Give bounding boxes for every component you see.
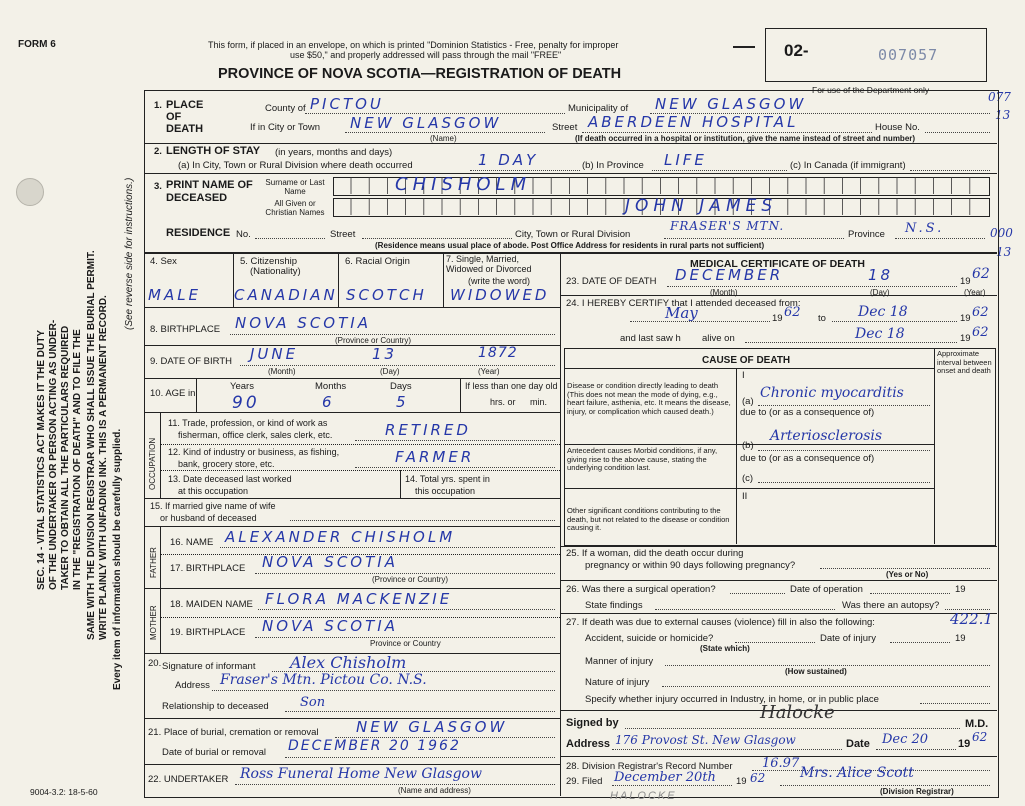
marital-label: 7. Single, Married, Widowed or Divorced <box>446 254 532 274</box>
death-year-prefix: 19 <box>960 276 971 287</box>
sign-year: 62 <box>972 730 988 744</box>
dept-code-4: 13 <box>996 245 1012 259</box>
given-label: All Given or Christian Names <box>265 199 325 217</box>
trade-label-2: fisherman, office clerk, sales clerk, etc. <box>178 430 333 440</box>
interval-heading: Approximate interval between onset and death <box>937 349 992 375</box>
sidebar-line-2: OF THE UNDERTAKER OR PERSON ACTING AS UNDER- <box>48 319 59 590</box>
alive-year: 62 <box>972 325 989 340</box>
death-day: 18 <box>868 266 894 284</box>
attended-to-label: to <box>818 313 826 324</box>
stay-a-value: 1 DAY <box>478 151 539 169</box>
signed-by-value: Halocke <box>760 702 835 723</box>
filed-year: 62 <box>750 771 766 785</box>
sign-year-prefix: 19 <box>958 738 971 750</box>
dept-code-3: 000 <box>990 226 1013 240</box>
q25-caption: (Yes or No) <box>886 570 929 579</box>
spouse-label-2: or husband of deceased <box>160 513 257 523</box>
spouse-label-1: 15. If married give name of wife <box>150 501 276 511</box>
hospital-note: (If death occurred in a hospital or institution, give the name instead of street and number) <box>575 134 916 143</box>
attended-to: Dec 18 <box>858 304 908 320</box>
last-worked-label-1: 13. Date deceased last worked <box>168 474 292 484</box>
cause-heading: CAUSE OF DEATH <box>702 355 791 366</box>
burial-date-label: Date of burial or removal <box>162 747 267 758</box>
citizenship-sub: (Nationality) <box>250 266 301 277</box>
attended-to-year: 62 <box>972 305 989 320</box>
death-date-label: 23. DATE OF DEATH <box>566 276 657 287</box>
q26-year-prefix: 19 <box>955 584 966 595</box>
physician-address-label: Address <box>566 738 611 750</box>
county-label: County of <box>265 103 306 114</box>
street-value: ABERDEEN HOSPITAL <box>588 113 799 131</box>
informant-address: Fraser's Mtn. Pictou Co. N.S. <box>220 672 427 688</box>
attended-from-year: 62 <box>784 305 801 320</box>
registration-number-box <box>765 28 987 82</box>
months-label: Months <box>315 381 347 392</box>
days-label: Days <box>390 381 412 392</box>
county-value: PICTOU <box>310 95 384 113</box>
form-title: PROVINCE OF NOVA SCOTIA—REGISTRATION OF DEATH <box>218 66 622 82</box>
stay-num: 2. <box>154 146 162 157</box>
filed-value: December 20th <box>614 770 716 785</box>
q27-nature: Nature of injury <box>585 677 650 688</box>
residence-province-label: Province <box>848 229 885 240</box>
reg-number: 007057 <box>878 46 939 64</box>
physician-address: 176 Provost St. New Glasgow <box>615 733 796 747</box>
residence-no-label: No. <box>236 229 251 240</box>
informant-num: 20. <box>148 658 162 669</box>
alive-year-prefix: 19 <box>960 333 971 344</box>
industry-label-2: bank, grocery store, etc. <box>178 459 275 469</box>
name-caption: (Name) <box>430 134 457 143</box>
death-month-caption: (Month) <box>710 288 738 297</box>
sidebar-line-7: Every item of information should be carefully supplied. <box>112 428 123 690</box>
death-year: 62 <box>972 266 990 282</box>
city-label: If in City or Town <box>250 122 321 133</box>
undertaker-label: 22. UNDERTAKER <box>148 774 229 785</box>
undertaker-caption: (Name and address) <box>398 786 471 795</box>
racial-label: 6. Racial Origin <box>345 256 410 267</box>
antecedent-label: Antecedent causes Morbid conditions, if any, giving rise to the above cause, stating the underlying condition last. <box>567 446 718 473</box>
cause-a-value: Chronic myocarditis <box>760 385 904 401</box>
reg-prefix: 02- <box>784 41 809 60</box>
medical-heading: MEDICAL CERTIFICATE OF DEATH <box>690 258 865 270</box>
q27-accident: Accident, suicide or homicide? <box>585 633 714 644</box>
attended-label: 24. I HEREBY CERTIFY that I attended deceased from: <box>566 298 801 309</box>
q25-line-2: pregnancy or within 90 days following pregnancy? <box>585 560 796 571</box>
sidebar-line-5: SAME WITH THE DIVISION REGISTRAR WHO SHALL ISSUE THE BURIAL PERMIT. <box>86 250 97 640</box>
street-label: Street <box>552 122 578 133</box>
sidebar-line-1: SEC. 14 - VITAL STATISTICS ACT MAKES IT THE DUTY <box>36 329 47 590</box>
q26-label: 26. Was there a surgical operation? <box>566 584 716 595</box>
attended-from: May <box>665 304 698 322</box>
surname-value: CHISHOLM <box>395 174 532 195</box>
form-number: FORM 6 <box>18 39 56 50</box>
sign-date-label: Date <box>846 738 870 750</box>
stay-label: LENGTH OF STAY <box>166 145 261 157</box>
burial-place-value: NEW GLASGOW <box>356 718 508 736</box>
municipality-label: Municipality of <box>568 103 629 114</box>
filed-year-prefix: 19 <box>736 776 747 787</box>
city-value: NEW GLASGOW <box>350 114 502 132</box>
envelope-notice: This form, if placed in an envelope, on which is printed "Dominion Statistics - Free, penalty for improper <box>208 40 619 50</box>
racial-value: SCOTCH <box>346 286 427 304</box>
birthplace-value: NOVA SCOTIA <box>235 314 371 332</box>
death-month: DECEMBER <box>675 266 784 284</box>
registrar-signature: Mrs. Alice Scott <box>800 765 914 781</box>
sign-date: Dec 20 <box>882 732 929 747</box>
industry-label-1: 12. Kind of industry or business, as fishing, <box>168 447 340 457</box>
q27-manner: Manner of injury <box>585 656 654 667</box>
mother-birthplace-caption: Province or Country <box>370 639 441 648</box>
q27-code: 422.1 <box>950 610 993 628</box>
mother-birthplace-value: NOVA SCOTIA <box>262 617 398 635</box>
attended-from-year-prefix: 19 <box>772 313 783 324</box>
place-num: 1. <box>154 100 162 111</box>
informant-address-label: Address <box>175 680 210 691</box>
due-to-a: due to (or as a consequence of) <box>740 407 875 418</box>
deceased-label: PRINT NAME OF DECEASED <box>166 179 253 204</box>
age-days: 5 <box>396 393 409 411</box>
sex-label: 4. Sex <box>150 256 177 267</box>
marital-sub: (write the word) <box>468 276 531 286</box>
q27-year-prefix: 19 <box>955 633 966 644</box>
last-saw-label: and last saw h <box>620 333 681 344</box>
q25-line-1: 25. If a woman, did the death occur during <box>566 548 744 559</box>
years-label: Years <box>230 381 254 392</box>
mother-side-label: MOTHER <box>149 605 158 640</box>
maiden-label: 18. MAIDEN NAME <box>170 599 253 610</box>
cause-a-tag: (a) <box>742 396 754 407</box>
disease-label: Disease or condition directly leading to death (This does not mean the mode of dying, e.g., heart failure, asthenia, etc. It means the disease, injury, or complication which caused death.) <box>567 381 731 416</box>
dob-month: JUNE <box>250 345 299 363</box>
sidebar-line-4: IN THE "REGISTRATION OF DEATH" AND TO FILE THE <box>72 329 83 590</box>
municipality-value: NEW GLASGOW <box>655 95 807 113</box>
residence-label: RESIDENCE <box>166 227 231 239</box>
total-years-label-2: this occupation <box>415 486 476 496</box>
attended-to-year-prefix: 19 <box>960 313 971 324</box>
stay-b-label: (b) In Province <box>582 160 644 171</box>
age-years: 90 <box>232 393 260 413</box>
stay-c-label: (c) In Canada (if immigrant) <box>790 160 906 171</box>
dob-label: 9. DATE OF BIRTH <box>150 356 232 367</box>
father-birthplace-caption: (Province or Country) <box>372 575 449 584</box>
cause-b-tag: (b) <box>742 440 754 451</box>
dob-month-caption: (Month) <box>268 367 296 376</box>
q27-date-label: Date of injury <box>820 633 876 644</box>
q27-specify: Specify whether injury occurred in Industry, in home, or in public place <box>585 694 879 705</box>
residence-city-label: City, Town or Rural Division <box>515 229 631 240</box>
relationship-label: Relationship to deceased <box>162 701 269 712</box>
trade-value: RETIRED <box>385 421 471 439</box>
birthplace-caption: (Province or Country) <box>335 336 412 345</box>
q26-date-label: Date of operation <box>790 584 863 595</box>
marital-value: WIDOWED <box>450 286 550 304</box>
dob-year-caption: (Year) <box>478 367 500 376</box>
total-years-label-1: 14. Total yrs. spent in <box>405 474 490 484</box>
relationship-value: Son <box>300 695 326 710</box>
residence-city-value: FRASER'S MTN. <box>670 219 785 233</box>
father-birthplace-label: 17. BIRTHPLACE <box>170 563 246 574</box>
mother-birthplace-label: 19. BIRTHPLACE <box>170 627 246 638</box>
alive-label: alive on <box>702 333 735 344</box>
occupation-side-label: OCCUPATION <box>148 437 157 490</box>
stay-a-label: (a) In City, Town or Rural Division where death occurred <box>178 160 413 171</box>
stay-sub: (in years, months and days) <box>275 147 393 158</box>
residence-province-value: N.S. <box>905 221 945 236</box>
burial-place-label: 21. Place of burial, cremation or removal <box>148 727 319 738</box>
father-birthplace-value: NOVA SCOTIA <box>262 553 398 571</box>
informant-sig-label: Signature of informant <box>162 661 256 672</box>
cause-b-value: Arteriosclerosis <box>770 428 883 444</box>
surname-label: Surname or Last Name <box>265 178 325 196</box>
last-worked-label-2: at this occupation <box>178 486 249 496</box>
house-label: House No. <box>875 122 920 133</box>
section-ii: II <box>742 491 748 502</box>
father-side-label: FATHER <box>149 547 158 578</box>
sidebar-line-3: TAKER TO OBTAIN ALL THE PARTICULARS REQUIRED <box>60 325 71 590</box>
min-label: min. <box>530 397 548 407</box>
age-label: 10. AGE in <box>150 388 196 399</box>
citizenship-label: 5. Citizenship <box>240 256 298 267</box>
given-value: JOHN JAMES <box>625 196 778 216</box>
printed-physician-name: HALOCKE <box>610 790 677 802</box>
trade-label-1: 11. Trade, profession, or kind of work as <box>168 418 328 428</box>
dob-day: 13 <box>372 345 398 363</box>
sidebar-line-8: (See reverse side for instructions.) <box>124 177 135 330</box>
father-name-value: ALEXANDER CHISHOLM <box>225 528 456 546</box>
dept-code-1: 077 <box>988 90 1011 104</box>
sex-value: MALE <box>148 286 202 304</box>
signed-by-label: Signed by <box>566 717 619 729</box>
record-value: 16.97 <box>762 756 800 771</box>
citizenship-value: CANADIAN <box>234 286 338 304</box>
undertaker-value: Ross Funeral Home New Glasgow <box>240 766 482 782</box>
registrar-caption: (Division Registrar) <box>880 787 954 796</box>
dob-year: 1872 <box>478 345 518 361</box>
q27-label: 27. If death was due to external causes (violence) fill in also the following: <box>566 617 875 628</box>
md-label: M.D. <box>965 718 989 730</box>
dept-code-2: 13 <box>995 108 1011 122</box>
deceased-num: 3. <box>154 181 162 192</box>
hrs-label: hrs. or <box>490 397 516 407</box>
envelope-notice-2: use $50," and properly addressed will pass through the mail "FREE" <box>290 50 562 60</box>
q27-which: (State which) <box>700 644 750 653</box>
alive-on: Dec 18 <box>855 326 905 342</box>
q26-state-findings: State findings <box>585 600 643 611</box>
form-code: 9004-3.2: 18-5-60 <box>30 787 98 797</box>
dob-day-caption: (Day) <box>380 367 400 376</box>
place-label: PLACE OF DEATH <box>166 99 204 135</box>
residence-note: (Residence means usual place of abode. Post Office Address for residents in rural parts not sufficient) <box>375 241 765 250</box>
informant-signature: Alex Chisholm <box>290 653 407 672</box>
stay-b-value: LIFE <box>664 151 707 169</box>
maiden-value: FLORA MACKENZIE <box>265 590 453 608</box>
age-months: 6 <box>322 393 335 411</box>
record-label: 28. Division Registrar's Record Number <box>566 761 733 772</box>
death-day-caption: (Day) <box>870 288 890 297</box>
other-conditions-label: Other significant conditions contributing to the death, but not related to the disease or condition causing it. <box>567 506 730 533</box>
under-day-label: If less than one day old <box>465 381 558 391</box>
filed-label: 29. Filed <box>566 776 603 787</box>
cause-c-tag: (c) <box>742 473 754 484</box>
birthplace-label: 8. BIRTHPLACE <box>150 324 221 335</box>
punch-hole <box>16 178 44 206</box>
due-to-b: due to (or as a consequence of) <box>740 453 875 464</box>
burial-date-value: DECEMBER 20 1962 <box>288 738 461 754</box>
residence-street-label: Street <box>330 229 356 240</box>
death-year-caption: (Year) <box>964 288 986 297</box>
q27-sustained: (How sustained) <box>785 667 847 676</box>
industry-value: FARMER <box>395 448 475 466</box>
father-name-label: 16. NAME <box>170 537 214 548</box>
dept-use-label: For use of the Department only <box>812 85 930 95</box>
section-i: I <box>742 370 745 381</box>
sidebar-line-6: WRITE PLAINLY WITH UNFADING INK. THIS IS A PERMANENT RECORD. <box>98 295 109 640</box>
q26-autopsy: Was there an autopsy? <box>842 600 940 611</box>
